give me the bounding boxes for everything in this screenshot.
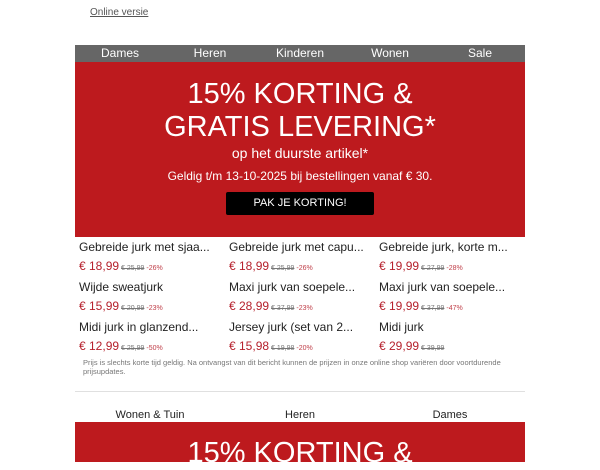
promo-banner-2[interactable] [75,422,525,469]
nav-item-sale[interactable]: Sale [467,46,493,60]
product-card[interactable] [225,318,375,358]
nav2-item-dames[interactable]: Dames [432,409,468,421]
promo-subtitle: op het duurste artikel* [231,145,369,161]
product-old-price: € 25,99 [121,265,145,272]
product-name: Gebreide jurk, korte m... [379,240,508,254]
product-discount: -26% [146,265,163,272]
product-old-price: € 37,99 [271,305,295,312]
product-name: Jersey jurk (set van 2... [229,320,354,334]
product-name: Midi jurk in glanzend... [79,320,199,334]
nav2-item-heren[interactable]: Heren [285,409,315,421]
category-nav [75,45,525,62]
product-price: € 15,98 [229,339,270,353]
product-card[interactable] [225,278,375,318]
secondary-nav [75,408,525,422]
product-price: € 19,99 [379,299,420,313]
product-discount: -20% [296,345,313,352]
product-price: € 19,99 [379,259,420,273]
product-name: Wijde sweatjurk [79,280,164,294]
product-price: € 28,99 [229,299,270,313]
product-discount: -23% [146,305,163,312]
product-name: Gebreide jurk met sjaa... [79,240,210,254]
product-old-price: € 19,98 [271,345,295,352]
product-price: € 15,99 [79,299,120,313]
section-divider [75,391,525,392]
product-name: Gebreide jurk met capu... [229,240,364,254]
product-card[interactable] [75,278,225,318]
product-price: € 18,99 [79,259,120,273]
product-old-price: € 20,99 [121,305,145,312]
nav2-item-wonen-tuin[interactable]: Wonen & Tuin [115,409,185,421]
promo-banner[interactable] [75,62,525,237]
promo-headline-line1: 15% KORTING & [187,78,413,110]
product-card[interactable] [375,278,525,318]
product-grid [75,238,525,358]
product-card[interactable] [375,318,525,358]
online-version-link[interactable]: Online versie [90,7,149,18]
product-name: Maxi jurk van soepele... [229,280,356,294]
product-old-price: € 37,99 [421,305,445,312]
product-discount: -47% [446,305,463,312]
product-price: € 29,99 [379,339,420,353]
product-card[interactable] [225,238,375,278]
product-old-price: € 27,99 [421,265,445,272]
product-name: Midi jurk [379,320,424,334]
nav-item-wonen[interactable]: Wonen [371,46,409,60]
product-discount: -50% [146,345,163,352]
product-card[interactable] [75,318,225,358]
nav-item-heren[interactable]: Heren [193,46,227,60]
promo2-headline: 15% KORTING & [187,437,413,469]
product-old-price: € 25,99 [121,345,145,352]
product-card[interactable] [375,238,525,278]
claim-discount-button[interactable]: PAK JE KORTING! [226,192,374,215]
product-old-price: € 39,99 [421,345,445,352]
nav-item-kinderen[interactable]: Kinderen [275,46,325,60]
product-name: Maxi jurk van soepele... [379,280,506,294]
product-discount: -23% [296,305,313,312]
nav-item-dames[interactable]: Dames [100,46,139,60]
promo-headline [75,78,525,144]
promo-headline-line2: GRATIS LEVERING* [164,111,436,143]
product-old-price: € 25,99 [271,265,295,272]
product-discount: -28% [446,265,463,272]
product-card[interactable] [75,238,225,278]
product-price: € 12,99 [79,339,120,353]
product-price: € 18,99 [229,259,270,273]
price-disclaimer: Prijs is slechts korte tijd geldig. Na ontvangst van dit bericht kunnen de prijzen in onze online shop variëren door voortdurende prijsupdates. [83,358,501,376]
promo-validity: Geldig t/m 13-10-2025 bij bestellingen vanaf € 30. [167,169,433,183]
product-discount: -26% [296,265,313,272]
